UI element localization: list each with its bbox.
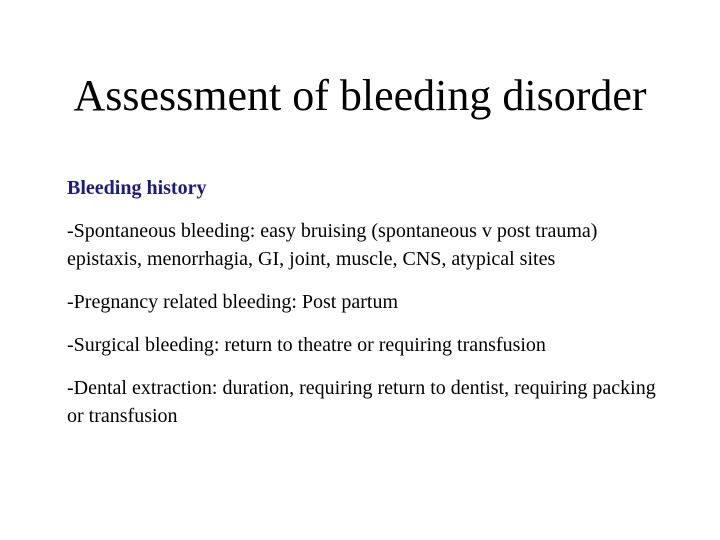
list-item: -Dental extraction: duration, requiring return to dentist, requiring packing or transfusion [67, 377, 656, 427]
section-heading: Bleeding history [67, 177, 207, 199]
slide-title: Assessment of bleeding disorder [73, 71, 647, 120]
list-item: -Surgical bleeding: return to theatre or requiring transfusion [67, 334, 546, 356]
slide-content [67, 174, 677, 445]
list-item: -Spontaneous bleeding: easy bruising (spontaneous v post trauma) epistaxis, menorrhagia, GI, joint, muscle, CNS, atypical sites [67, 220, 598, 270]
list-item: -Pregnancy related bleeding: Post partum [67, 291, 399, 313]
